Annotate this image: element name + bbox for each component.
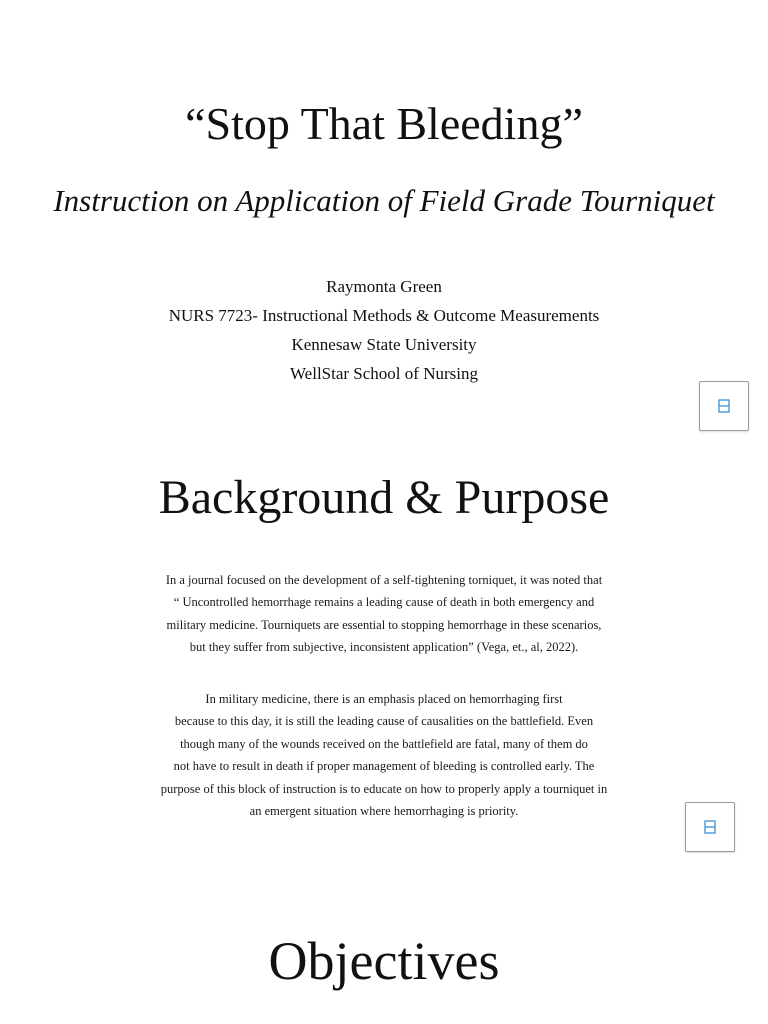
page-thumbnail-button-2[interactable]	[685, 802, 735, 852]
background-purpose-heading: Background & Purpose	[158, 471, 610, 524]
page-thumbnail-button-1[interactable]	[699, 381, 749, 431]
paragraph-line: In a journal focused on the development of a self-tightening torniquet, it was noted that	[165, 573, 603, 587]
author-name: Raymonta Green	[326, 277, 442, 296]
paragraph-line: though many of the wounds received on the battlefield are fatal, many of them do	[180, 736, 588, 751]
university-name: Kennesaw State University	[291, 335, 477, 354]
background-paragraph-2	[134, 688, 634, 822]
school-name: WellStar School of Nursing	[290, 364, 478, 383]
background-paragraph-1	[134, 569, 634, 659]
presentation-subtitle: Instruction on Application of Field Grade Tourniquet	[53, 183, 715, 218]
paragraph-line: because to this day, it is still the leading cause of causalities on the battlefield. Even	[174, 714, 594, 729]
page-icon	[704, 820, 716, 834]
paragraph-line: “ Uncontrolled hemorrhage remains a leading cause of death in both emergency and	[173, 595, 595, 610]
paragraph-line: but they suffer from subjective, inconsistent application” (Vega, et., al, 2022).	[189, 640, 579, 655]
author-info	[0, 272, 768, 388]
paragraph-line: In military medicine, there is an emphasis placed on hemorrhaging first	[205, 692, 563, 706]
paragraph-line: purpose of this block of instruction is to educate on how to properly apply a tourniquet in	[160, 781, 608, 796]
page-icon	[718, 399, 730, 413]
paragraph-line: military medicine. Tourniquets are essential to stopping hemorrhage in these scenarios,	[166, 617, 602, 632]
objectives-heading: Objectives	[268, 931, 500, 991]
paragraph-line: an emergent situation where hemorrhaging is priority.	[249, 804, 519, 819]
course-name: NURS 7723- Instructional Methods & Outcome Measurements	[168, 306, 600, 325]
paragraph-line: not have to result in death if proper management of bleeding is controlled early. The	[173, 759, 595, 774]
presentation-title: “Stop That Bleeding”	[185, 98, 583, 149]
